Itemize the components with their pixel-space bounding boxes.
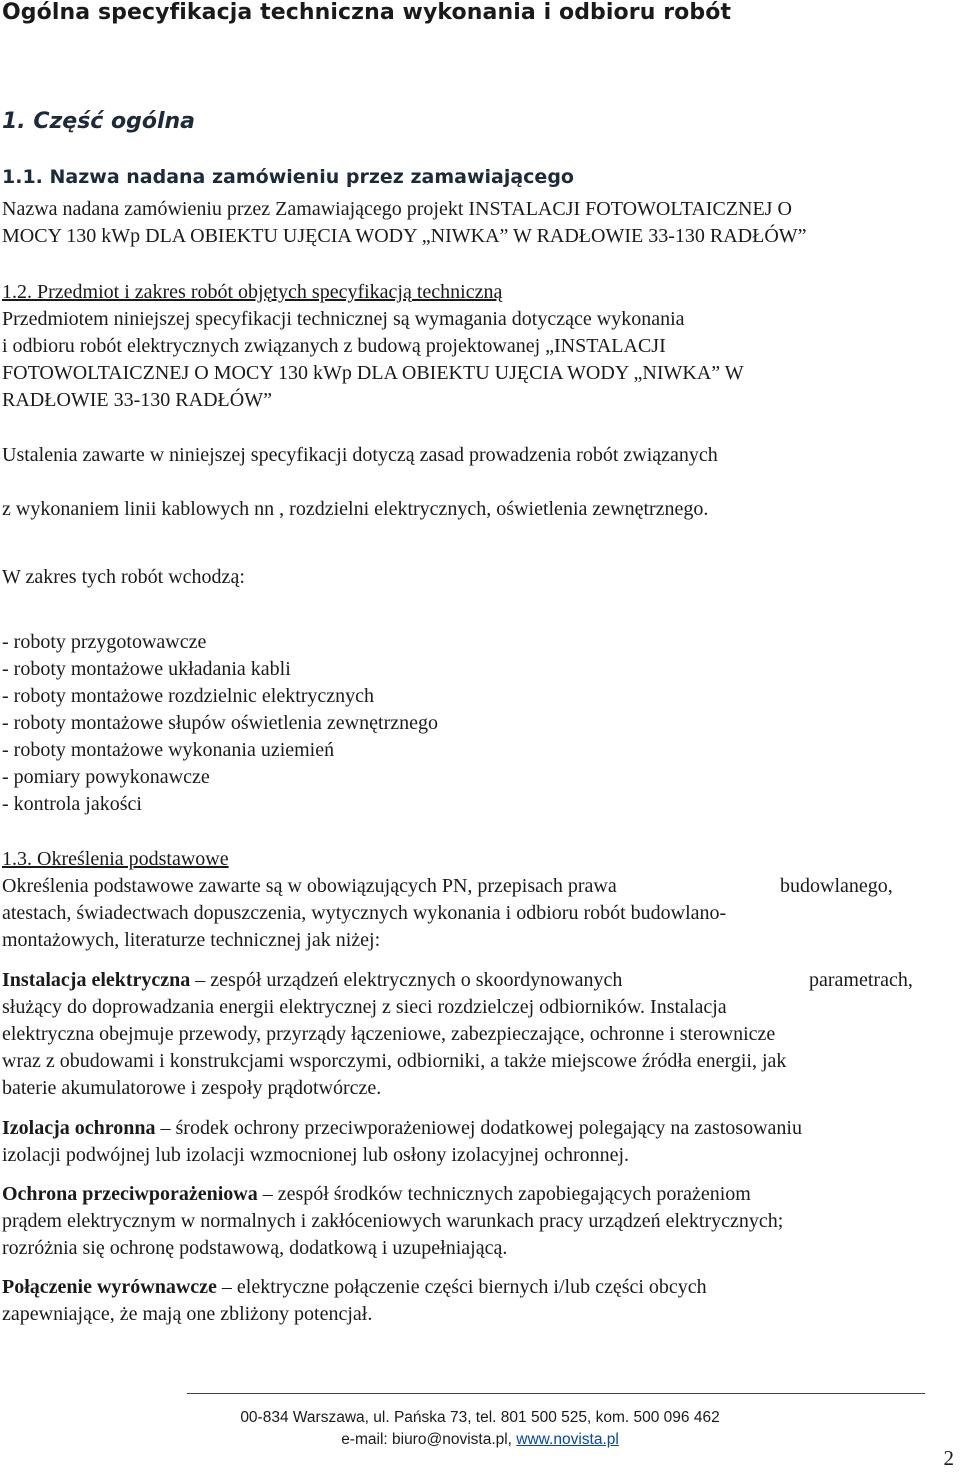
paragraph-line: Nazwa nadana zamówieniu przez Zamawiającego projekt INSTALACJI FOTOWOLTAICZNEJ O	[2, 198, 792, 220]
list-item: - roboty montażowe układania kabli	[2, 658, 291, 680]
definition-first-line	[2, 967, 952, 994]
definition-text: – elektryczne połączenie części biernych i/lub części obcych	[216, 1276, 707, 1298]
paragraph-line: rozróżnia się ochronę podstawową, dodatkową i uzupełniającą.	[2, 1237, 508, 1259]
paragraph-line: zapewniające, że mają one zbliżony potencjał.	[2, 1303, 373, 1325]
page-number: 2	[943, 1446, 954, 1470]
section-1-3-intro	[2, 873, 952, 954]
definition-term: Instalacja elektryczna	[2, 969, 191, 991]
paragraph-line: izolacji podwójnej lub izolacji wzmocnionej lub osłony izolacyjnej ochronnej.	[2, 1144, 630, 1166]
ustalenia-line-2: z wykonaniem linii kablowych nn , rozdzielni elektrycznych, oświetlenia zewnętrznego.	[2, 498, 709, 520]
ustalenia-line-1: Ustalenia zawarte w niniejszej specyfikacji dotyczą zasad prowadzenia robót związanych	[2, 444, 718, 466]
section-heading-1-3: 1.3. Określenia podstawowe	[2, 848, 229, 870]
definition-term: Połączenie wyrównawcze	[2, 1276, 217, 1298]
paragraph-line: MOCY 130 kWp DLA OBIEKTU UJĘCIA WODY „NIWKA” W RADŁOWIE 33-130 RADŁÓW”	[2, 225, 807, 247]
list-item: - roboty montażowe wykonania uziemień	[2, 739, 335, 761]
intro-text: Określenia podstawowe zawarte są w obowiązujących PN, przepisach prawa	[2, 875, 617, 897]
paragraph-line: prądem elektrycznym w normalnych i zakłóceniowych warunkach pracy urządzeń elektrycznych;	[2, 1210, 784, 1232]
list-item: - kontrola jakości	[2, 793, 142, 815]
paragraph-line: i odbioru robót elektrycznych związanych z budową projektowanej „INSTALACJI	[2, 335, 666, 357]
paragraph-line: RADŁOWIE 33-130 RADŁÓW”	[2, 389, 272, 411]
section-heading-1: 1. Część ogólna	[2, 109, 196, 134]
scope-intro: W zakres tych robót wchodzą:	[2, 566, 245, 588]
definition-first-line	[2, 1274, 952, 1301]
paragraph-line: baterie akumulatorowe i zespoły prądotwórcze.	[2, 1077, 382, 1099]
definition-ochrona-przeciwporazeniowa	[2, 1181, 952, 1262]
paragraph-line: FOTOWOLTAICZNEJ O MOCY 130 kWp DLA OBIEKTU UJĘCIA WODY „NIWKA” W	[2, 362, 744, 384]
footer-divider	[187, 1393, 925, 1394]
paragraph-line: wraz z obudowami i konstrukcjami wsporczymi, odbiorniki, a także miejscowe źródła energii, jak	[2, 1050, 787, 1072]
definition-text: – środek ochrony przeciwporażeniowej dodatkowej polegający na zastosowaniu	[155, 1117, 802, 1139]
paragraph-line: elektryczna obejmuje przewody, przyrządy łączeniowe, zabezpieczające, ochronne i sterownicze	[2, 1023, 776, 1045]
list-item: - pomiary powykonawcze	[2, 766, 210, 788]
section-heading-1-2: 1.2. Przedmiot i zakres robót objętych specyfikacją techniczną	[2, 281, 503, 303]
definition-term: Ochrona przeciwporażeniowa	[2, 1183, 258, 1205]
document-title: Ogólna specyfikacja techniczna wykonania i odbioru robót	[2, 0, 732, 25]
scope-list	[2, 629, 952, 818]
definition-izolacja-ochronna	[2, 1115, 952, 1169]
definition-text: – zespół środków technicznych zapobiegających porażeniom	[257, 1183, 751, 1205]
section-1-2-paragraph	[2, 306, 952, 414]
definition-first-line	[2, 1115, 952, 1142]
paragraph-line	[2, 873, 952, 900]
definition-text-end: parametrach,	[809, 969, 913, 991]
footer-address: 00-834 Warszawa, ul. Pańska 73, tel. 801 500 525, kom. 500 096 462	[240, 1409, 720, 1426]
section-1-1-paragraph	[2, 196, 952, 250]
intro-text-end: budowlanego,	[780, 875, 893, 897]
list-item: - roboty montażowe rozdzielnic elektrycznych	[2, 685, 375, 707]
section-heading-1-1: 1.1. Nazwa nadana zamówieniu przez zamawiającego	[2, 166, 574, 188]
footer-website-link[interactable]: www.novista.pl	[516, 1431, 619, 1448]
list-item: - roboty montażowe słupów oświetlenia zewnętrznego	[2, 712, 438, 734]
definition-first-line	[2, 1181, 952, 1208]
definition-text: – zespół urządzeń elektrycznych o skoordynowanych	[190, 969, 623, 991]
paragraph-line: montażowych, literaturze technicznej jak niżej:	[2, 929, 381, 951]
footer-email: e-mail: biuro@novista.pl,	[341, 1431, 517, 1448]
paragraph-line: atestach, świadectwach dopuszczenia, wytycznych wykonania i odbioru robót budowlano-	[2, 902, 727, 924]
paragraph-line: Przedmiotem niniejszej specyfikacji technicznej są wymagania dotyczące wykonania	[2, 308, 685, 330]
list-item: - roboty przygotowawcze	[2, 631, 207, 653]
definition-polaczenie-wyrownawcze	[2, 1274, 952, 1328]
definition-term: Izolacja ochronna	[2, 1117, 156, 1139]
definition-instalacja-elektryczna	[2, 967, 952, 1102]
paragraph-line: służący do doprowadzania energii elektrycznej z sieci rozdzielczej odbiorników. Instalacja	[2, 996, 727, 1018]
footer-contact	[0, 1431, 960, 1449]
